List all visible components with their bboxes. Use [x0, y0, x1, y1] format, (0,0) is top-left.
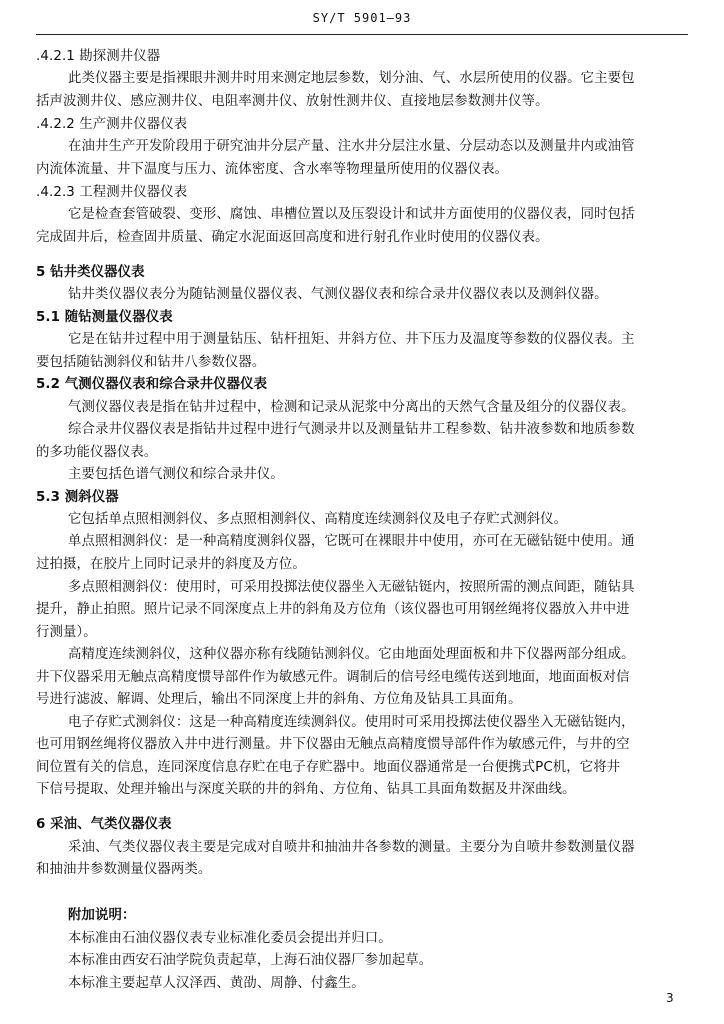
- text-line: 井下仪器采用无触点高精度惯导部件作为敏感元件。调制后的信号经电缆传送到地面，地面面板对信: [36, 670, 630, 685]
- text-line: 本标准由石油仪器仪表专业标准化委员会提出并归口。: [68, 931, 392, 946]
- text-line: 行测量）。: [36, 625, 97, 640]
- section-heading: 5.2 气测仪器仪表和综合录井仪器仪表: [36, 377, 268, 392]
- text-line: 也可用钢丝绳将仪器放入井中进行测量。井下仪器由无触点高精度惯导部件作为敏感元件，与井的空: [36, 737, 630, 752]
- text-line: 高精度连续测斜仪，这种仪器亦称有线随钻测斜仪。它由地面处理面板和井下仪器两部分组成。: [68, 647, 635, 662]
- text-line: 要包括随钻测斜仪和钻井八参数仪器。: [36, 355, 266, 370]
- page-number: 3: [666, 991, 674, 1005]
- text-line: 它是在钻井过程中用于测量钻压、钻杆扭矩、井斜方位、井下压力及温度等参数的仪器仪表。主: [68, 332, 635, 347]
- text-line: 括声波测井仪、感应测井仪、电阻率测井仪、放射性测井仪、直接地层参数测井仪等。: [36, 94, 549, 109]
- text-line: 间位置有关的信息，连同深度信息存贮在电子存贮器中。地面仪器通常是一台便携式PC机，它将井: [36, 760, 621, 775]
- text-line: 在油井生产开发阶段用于研究油井分层产量、注水井分层注水量、分层动态以及测量井内或油管: [68, 139, 635, 154]
- text-line: 综合录井仪器仪表是指钻井过程中进行气测录井以及测量钻井工程参数、钻井液参数和地质参数: [68, 422, 635, 437]
- section-heading: 附加说明：: [68, 908, 136, 923]
- header-rule: [36, 34, 688, 35]
- section-heading: 6 采油、气类仪器仪表: [36, 817, 172, 832]
- text-line: 过拍摄，在胶片上同时记录井的斜度及方位。: [36, 557, 306, 572]
- text-line: 本标准主要起草人汉泽西、黄劭、周静、付鑫生。: [68, 976, 365, 991]
- text-line: 电子存贮式测斜仪：这是一种高精度连续测斜仪。使用时可采用投掷法使仪器坐入无磁钻铤内，: [68, 715, 635, 730]
- text-line: 它包括单点照相测斜仪、多点照相测斜仪、高精度连续测斜仪及电子存贮式测斜仪。: [68, 512, 568, 527]
- text-line: 内流体流量、井下温度与压力、流体密度、含水率等物理量所使用的仪器仪表。: [36, 162, 509, 177]
- text-line: .4.2.2 生产测井仪器仪表: [36, 117, 188, 132]
- text-line: 采油、气类仪器仪表主要是完成对自喷井和抽油井各参数的测量。主要分为自喷井参数测量仪器: [68, 840, 635, 855]
- section-heading: 5.3 测斜仪器: [36, 490, 119, 505]
- text-line: .4.2.3 工程测井仪器仪表: [36, 185, 188, 200]
- text-line: 它是检查套管破裂、变形、腐蚀、串槽位置以及压裂设计和试井方面使用的仪器仪表，同时包括: [68, 207, 635, 222]
- text-line: 单点照相测斜仪：是一种高精度测斜仪器，它既可在裸眼井中使用，亦可在无磁钻铤中使用。通: [68, 534, 635, 549]
- running-header: SY/T 5901—93: [312, 11, 412, 25]
- text-line: 钻井类仪器仪表分为随钻测量仪器仪表、气测仪器仪表和综合录井仪器仪表以及测斜仪器。: [68, 287, 608, 302]
- section-heading: 5.1 随钻测量仪器仪表: [36, 310, 173, 325]
- text-line: 下信号提取、处理并输出与深度关联的井的斜角、方位角、钻具工具面角数据及井深曲线。: [36, 782, 576, 797]
- text-line: 的多功能仪器仪表。: [36, 445, 158, 460]
- text-line: 此类仪器主要是指裸眼井测井时用来测定地层参数，划分油、气、水层所使用的仪器。它主要包: [68, 71, 635, 86]
- text-line: 和抽油井参数测量仪器两类。: [36, 862, 212, 877]
- text-line: 本标准由西安石油学院负责起草，上海石油仪器厂参加起草。: [68, 953, 433, 968]
- text-line: 完成固井后，检查固井质量、确定水泥面返回高度和进行射孔作业时使用的仪器仪表。: [36, 230, 549, 245]
- text-line: 气测仪器仪表是指在钻井过程中，检测和记录从泥浆中分离出的天然气含量及组分的仪器仪表。: [68, 400, 635, 415]
- section-heading: 5 钻井类仪器仪表: [36, 265, 145, 280]
- text-line: 提升，静止拍照。照片记录不同深度点上井的斜角及方位角（该仪器也可用钢丝绳将仪器放入井中进: [36, 602, 630, 617]
- text-line: .4.2.1 勘探测井仪器: [36, 49, 161, 64]
- text-line: 号进行滤波、解调、处理后，输出不同深度上井的斜角、方位角及钻具工具面角。: [36, 692, 522, 707]
- text-line: 多点照相测斜仪：使用时，可采用投掷法使仪器坐入无磁钻铤内，按照所需的测点间距，随钻具: [68, 580, 635, 595]
- text-line: 主要包括色谱气测仪和综合录井仪。: [68, 467, 284, 482]
